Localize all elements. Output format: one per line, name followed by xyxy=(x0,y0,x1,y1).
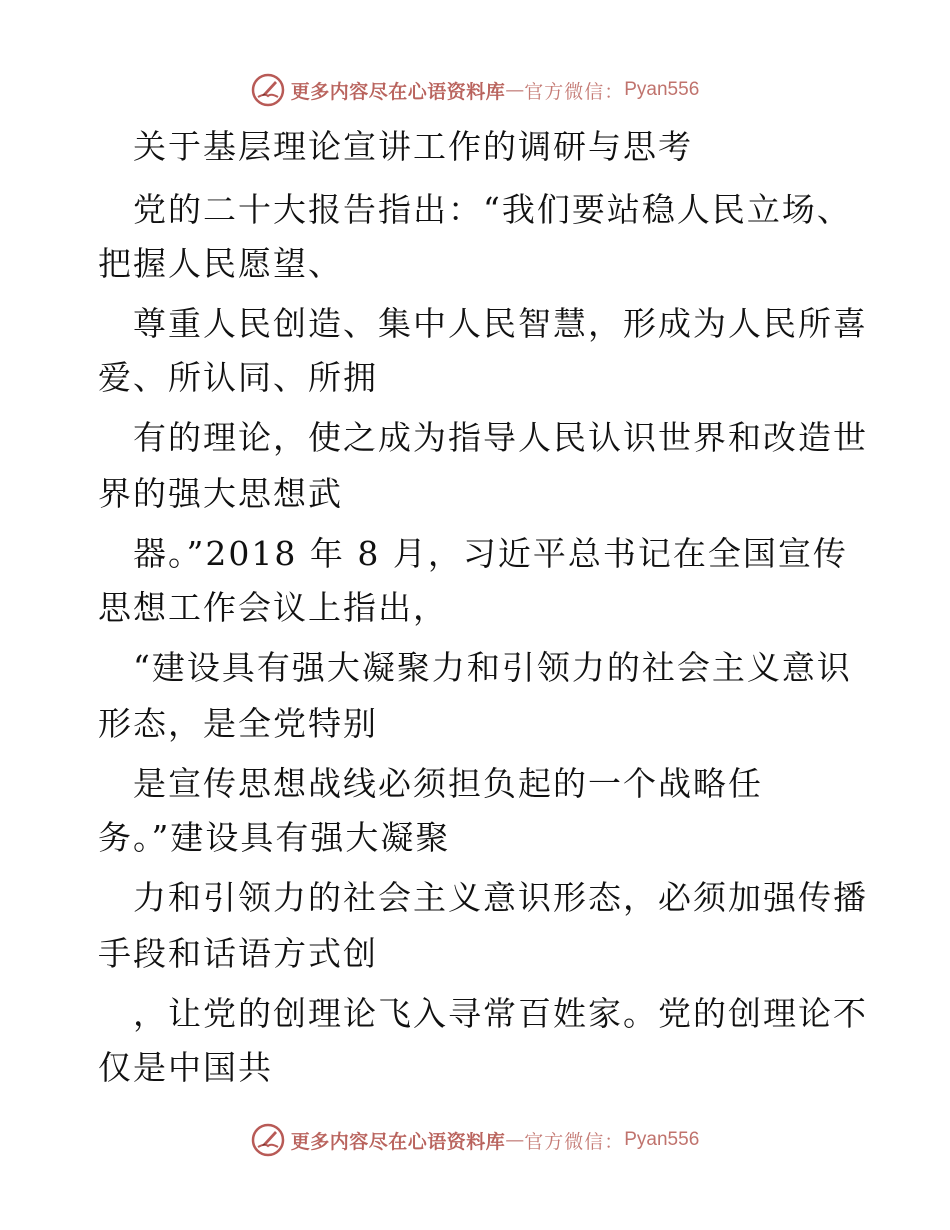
paragraph-line: 仅是中国共 xyxy=(98,1048,273,1087)
watermark-wechat-id: Pyan556 xyxy=(624,1129,700,1150)
watermark-site-name: 更多内容尽在心语资料库 xyxy=(290,80,506,103)
paragraph-line: 把握人民愿望、 xyxy=(98,244,343,283)
footer-watermark xyxy=(0,1120,950,1160)
document-title: 关于基层理论宣讲工作的调研与思考 xyxy=(133,127,693,166)
paragraph-line: 尊重人民创造、集中人民智慧，形成为人民所喜 xyxy=(133,304,868,343)
watermark-wechat-id: Pyan556 xyxy=(624,79,700,100)
watermark-wechat-label: 官方微信： xyxy=(524,80,625,103)
quill-book-logo-icon xyxy=(251,1123,285,1157)
paragraph-line: 器。”2018 年 8 月，习近平总书记在全国宣传 xyxy=(133,534,848,573)
paragraph-line: 力和引领力的社会主义意识形态，必须加强传播 xyxy=(133,878,868,917)
paragraph-line: 手段和话语方式创 xyxy=(98,934,378,973)
paragraph-line: 爱、所认同、所拥 xyxy=(98,358,378,397)
paragraph-line: 形态，是全党特别 xyxy=(98,704,378,743)
paragraph-line: ，让党的创理论飞入寻常百姓家。党的创理论不 xyxy=(133,994,868,1033)
paragraph-line: 务。”建设具有强大凝聚 xyxy=(98,818,451,857)
paragraph-line: “建设具有强大凝聚力和引领力的社会主义意识 xyxy=(133,648,852,687)
watermark-wechat-label: 官方微信： xyxy=(524,1130,625,1153)
watermark-text xyxy=(291,1127,700,1154)
paragraph-line: 党的二十大报告指出：“我们要站稳人民立场、 xyxy=(133,190,852,229)
paragraph-line: 界的强大思想武 xyxy=(98,474,343,513)
paragraph-line: 是宣传思想战线必须担负起的一个战略任 xyxy=(133,764,763,803)
watermark-site-name: 更多内容尽在心语资料库 xyxy=(290,1130,506,1153)
paragraph-line: 思想工作会议上指出， xyxy=(98,588,448,627)
watermark-dash: — xyxy=(505,1129,525,1151)
watermark-dash: — xyxy=(505,79,525,101)
paragraph-line: 有的理论，使之成为指导人民认识世界和改造世 xyxy=(133,418,868,457)
